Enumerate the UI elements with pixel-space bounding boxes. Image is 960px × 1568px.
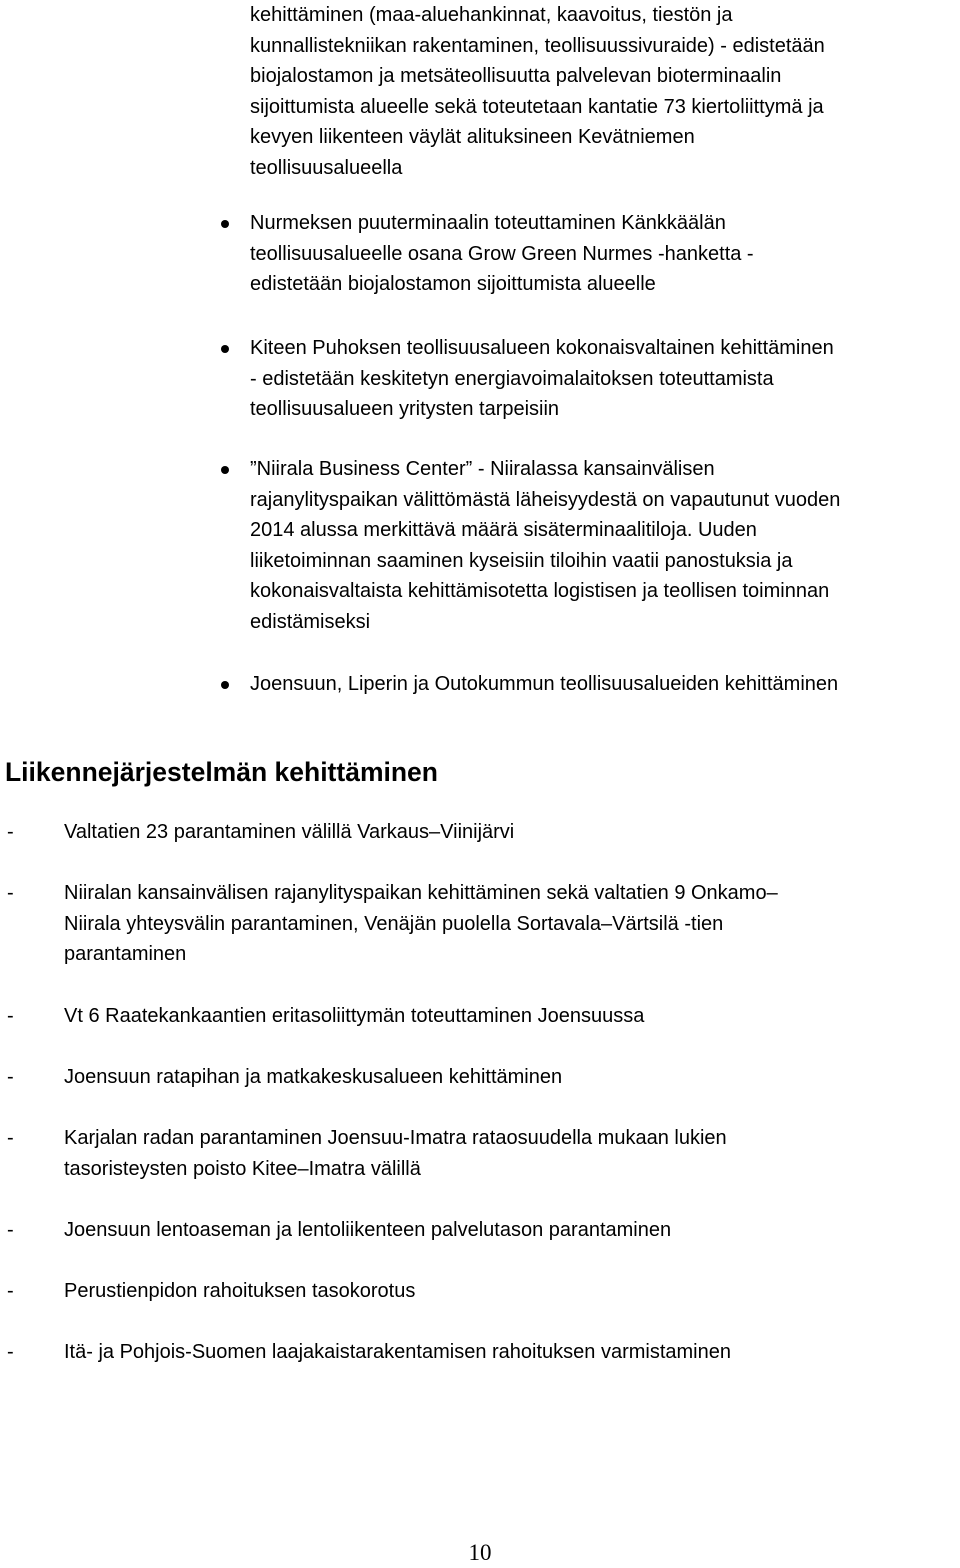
text-line: Vt 6 Raatekankaantien eritasoliittymän toteuttaminen Joensuussa [64, 1005, 645, 1027]
text-line: kevyen liikenteen väylät alituksineen Kevätniemen [250, 126, 695, 149]
text-line: Valtatien 23 parantaminen välillä Varkaus–Viinijärvi [64, 821, 515, 843]
dash-marker: - [7, 1066, 14, 1088]
text-line: tasoristeysten poisto Kitee–Imatra välillä [64, 1157, 421, 1180]
dash-marker: - [7, 1341, 14, 1363]
text-line: biojalostamon ja metsäteollisuutta palvelevan bioterminaalin [250, 65, 782, 88]
text-line: teollisuusalueen yritysten tarpeisiin [250, 398, 560, 421]
text-line: Karjalan radan parantaminen Joensuu-Imatra rataosuudella mukaan lukien [64, 1127, 727, 1149]
bullet-item-nurmes [250, 208, 956, 300]
bullet-icon [221, 681, 229, 689]
list-item [7, 817, 956, 848]
text-line: Nurmeksen puuterminaalin toteuttaminen Känkkäälän [250, 212, 726, 234]
text-line: 2014 alussa merkittävä määrä sisäterminaalitiloja. Uuden [250, 519, 757, 542]
page-number: 10 [468, 1540, 492, 1565]
dash-marker: - [7, 1005, 14, 1027]
dash-marker: - [7, 821, 14, 843]
text-line: rajanylityspaikan välittömästä läheisyydestä on vapautunut vuoden [250, 488, 841, 511]
text-line: Joensuun ratapihan ja matkakeskusalueen kehittäminen [64, 1066, 563, 1088]
text-line: sijoittumista alueelle sekä toteutetaan kantatie 73 kiertoliittymä ja [250, 95, 824, 118]
text-line: parantaminen [64, 943, 187, 966]
list-item [7, 1337, 956, 1368]
dash-marker: - [7, 1127, 14, 1149]
intro-paragraph [250, 0, 956, 184]
list-item [7, 1001, 956, 1032]
text-line: kunnallistekniikan rakentaminen, teollisuussivuraide) - edistetään [250, 34, 825, 57]
text-line: edistämiseksi [250, 610, 371, 633]
text-line: ”Niirala Business Center” - Niiralassa kansainvälisen [250, 458, 715, 480]
section-heading: Liikennejärjestelmän kehittäminen [5, 757, 438, 787]
list-item [7, 1215, 956, 1246]
list-item [7, 1123, 956, 1184]
bullet-icon [221, 466, 229, 474]
dash-marker: - [7, 882, 14, 904]
bullet-item-kitee [250, 333, 956, 425]
bullet-item-joensuu [250, 669, 956, 700]
dash-marker: - [7, 1219, 14, 1241]
text-line: liiketoiminnan saaminen kyseisiin tiloihin vaatii panostuksia ja [250, 549, 793, 572]
text-line: kehittäminen (maa-aluehankinnat, kaavoitus, tiestön ja [250, 4, 733, 26]
text-line: Niiralan kansainvälisen rajanylityspaikan kehittäminen sekä valtatien 9 Onkamo– [64, 882, 778, 904]
dash-marker: - [7, 1280, 14, 1302]
text-line: Kiteen Puhoksen teollisuusalueen kokonaisvaltainen kehittäminen [250, 337, 834, 359]
bullet-item-niirala [250, 454, 956, 638]
text-line: Joensuun lentoaseman ja lentoliikenteen palvelutason parantaminen [64, 1219, 672, 1241]
list-item [7, 1276, 956, 1307]
text-line: - edistetään keskitetyn energiavoimalaitoksen toteuttamista [250, 367, 774, 390]
text-line: kokonaisvaltaista kehittämisotetta logistisen ja teollisen toiminnan [250, 580, 830, 603]
bullet-icon [221, 220, 229, 228]
list-item [7, 878, 956, 970]
text-line: teollisuusalueelle osana Grow Green Nurmes -hanketta - [250, 242, 754, 265]
text-line: edistetään biojalostamon sijoittumista alueelle [250, 273, 656, 296]
text-line: Perustienpidon rahoituksen tasokorotus [64, 1280, 416, 1302]
text-line: Niirala yhteysvälin parantaminen, Venäjän puolella Sortavala–Värtsilä -tien [64, 912, 724, 935]
text-line: teollisuusalueella [250, 156, 403, 179]
text-line: Itä- ja Pohjois-Suomen laajakaistarakentamisen rahoituksen varmistaminen [64, 1341, 731, 1363]
text-line: Joensuun, Liperin ja Outokummun teollisuusalueiden kehittäminen [250, 673, 839, 695]
list-item [7, 1062, 956, 1093]
bullet-icon [221, 345, 229, 353]
